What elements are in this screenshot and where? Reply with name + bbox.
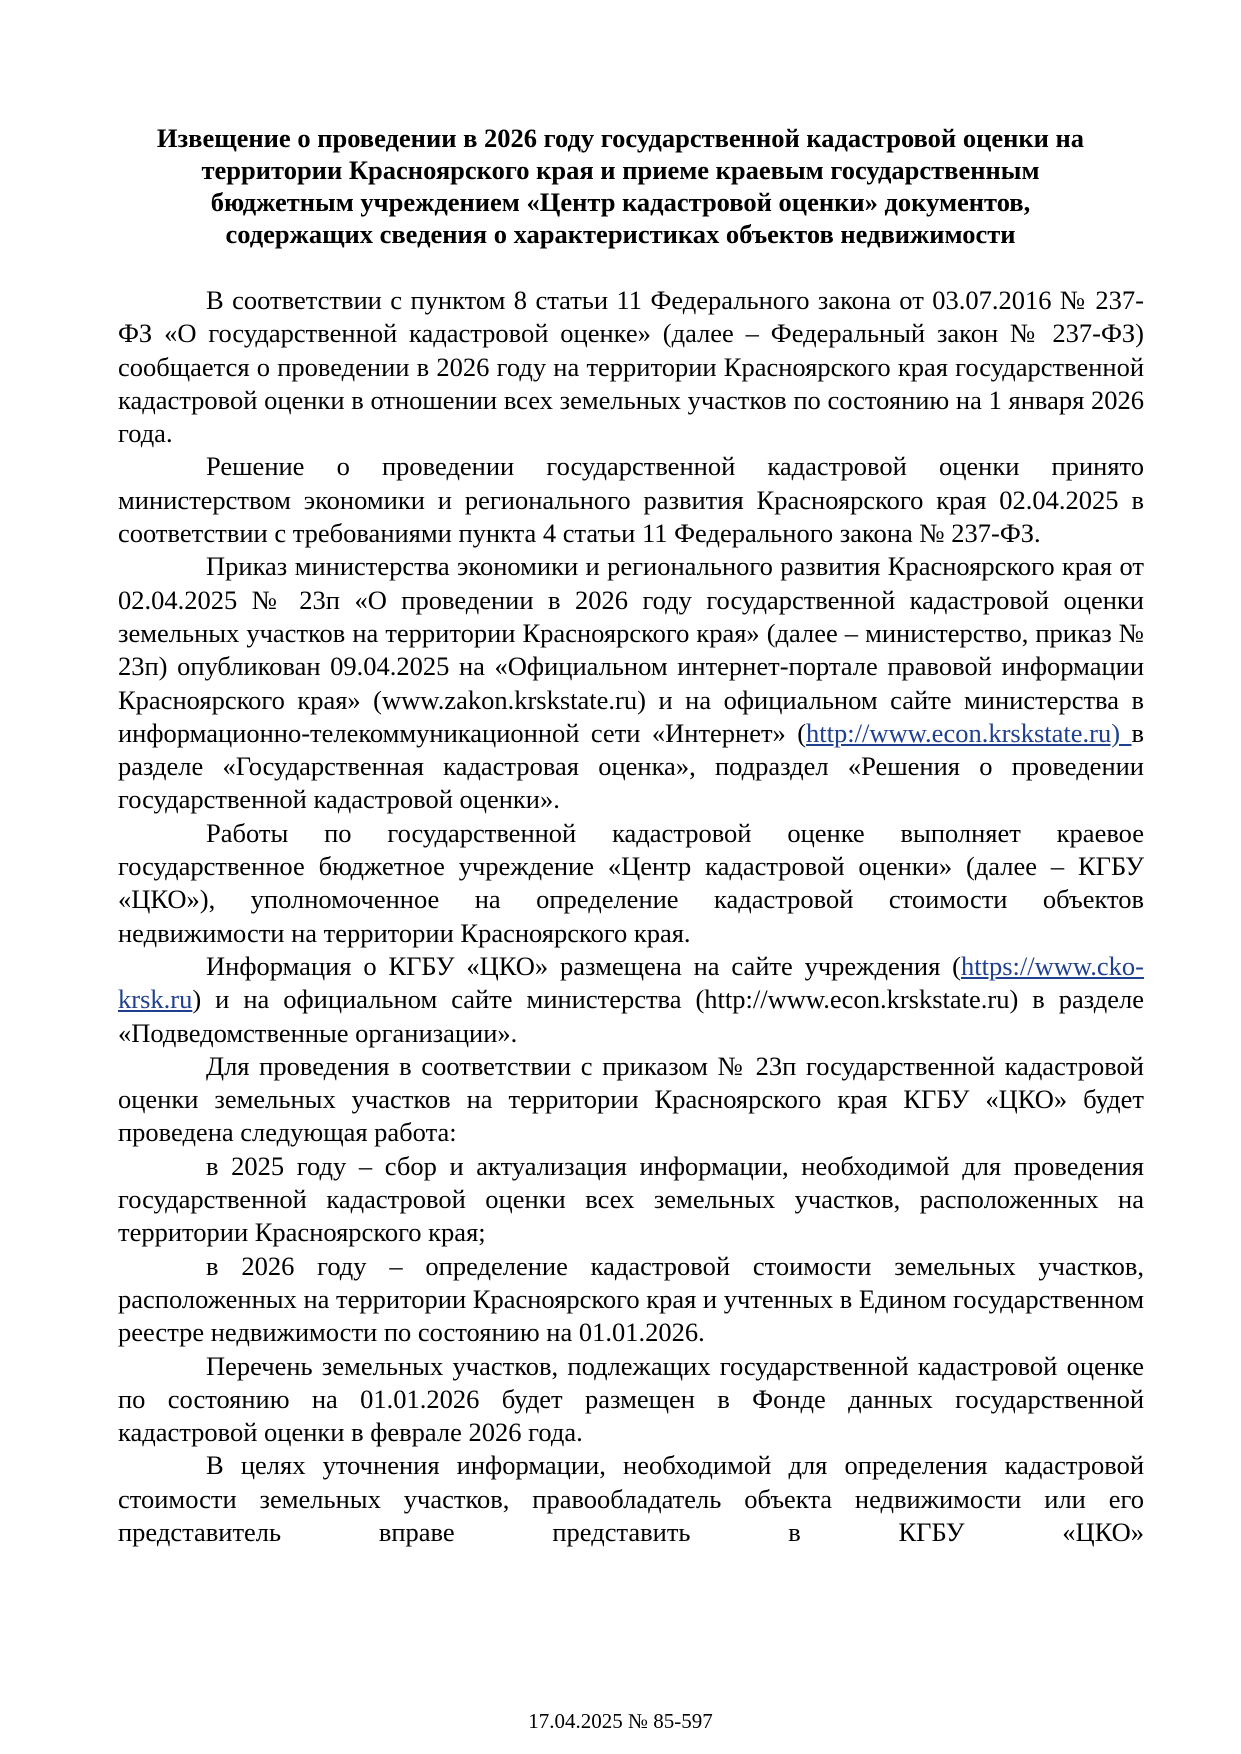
document-body [118, 284, 1144, 1549]
paragraph-executor: Работы по государственной кадастровой оценке выполняет краевое государственное бюджетное учреждение «Центр кадастровой оценки» (далее – КГБУ «ЦКО»), уполномоченное на определение кадастровой стоимости объектов недвижимости на территории Красноярского края. [118, 817, 1144, 948]
title-line: территории Красноярского края и приеме краевым государственным [201, 155, 1040, 185]
paragraph-legal-basis: В соответствии с пунктом 8 статьи 11 Федерального закона от 03.07.2016 № 237-ФЗ «О государственной кадастровой оценке» (далее – Федеральный закон № 237-ФЗ) сообщается о проведении в 2026 году на территории Красноярского края государственной кадастровой оценки в отношении всех земельных участков по состоянию на 1 января 2026 года. [118, 285, 1144, 449]
paragraph-clarification: В целях уточнения информации, необходимой для определения кадастровой стоимости земельных участков, правообладатель объекта недвижимости или его представитель вправе представить в КГБУ «ЦКО» [118, 1450, 1144, 1547]
paragraph-list: Перечень земельных участков, подлежащих государственной кадастровой оценке по состоянию на 01.01.2026 будет размещен в Фонде данных государственной кадастровой оценки в феврале 2026 года. [118, 1350, 1144, 1448]
document-footer-reference: 17.04.2025 № 85-597 [528, 1709, 713, 1733]
paragraph-work-2026: в 2026 году – определение кадастровой стоимости земельных участков, расположенных на территории Красноярского края и учтенных в Едином государственном реестре недвижимости по состоянию на 01.01.2026. [118, 1250, 1144, 1348]
title-line: Извещение о проведении в 2026 году государственной кадастровой оценки на [156, 123, 1085, 153]
paragraph-info [118, 950, 1144, 1050]
econ-site-link[interactable]: http://www.econ.krskstate.ru) [806, 717, 1132, 748]
document-title [118, 122, 1123, 250]
paragraph-info-text: Информация о КГБУ «ЦКО» размещена на сайте учреждения ( [206, 950, 961, 981]
paragraph-order-text: Приказ министерства экономики и регионального развития Красноярского края от 02.04.2025 № 23п «О проведении в 2026 году государственной кадастровой оценки земельных участков на территории Красноярского края» (далее – министерство, приказ № 23п) опубликован 09.04.2025 на «Официальном интернет-портале правовой информации Красноярского края» (www.zakon.krskstate.ru) и на официальном сайте министерства в информационно-телекоммуникационной сети «Интернет» ( [118, 551, 1144, 748]
cko-site-link[interactable]: https://www.cko-krsk.ru [118, 950, 1144, 1015]
paragraph-work-intro: Для проведения в соответствии с приказом № 23п государственной кадастровой оценки земельных участков на территории Красноярского края КГБУ «ЦКО» будет проведена следующая работа: [118, 1050, 1144, 1148]
paragraph-work-2025: в 2025 году – сбор и актуализация информации, необходимой для проведения государственной кадастровой оценки всех земельных участков, расположенных на территории Красноярского края; [118, 1150, 1144, 1248]
paragraph-order [118, 550, 1144, 816]
paragraph-order-tail: в разделе «Государственная кадастровая оценка», подраздел «Решения о проведении государственной кадастровой оценки». [118, 717, 1144, 815]
paragraph-decision: Решение о проведении государственной кадастровой оценки принято министерством экономики и регионального развития Красноярского края 02.04.2025 в соответствии с требованиями пункта 4 статьи 11 Федерального закона № 237-ФЗ. [118, 451, 1144, 549]
paragraph-info-tail: ) и на официальном сайте министерства (http://www.econ.krskstate.ru) в разделе «Подведомственные организации». [118, 984, 1144, 1048]
title-line: содержащих сведения о характеристиках объектов недвижимости [225, 219, 1016, 249]
title-line: бюджетным учреждением «Центр кадастровой оценки» документов, [210, 187, 1031, 217]
